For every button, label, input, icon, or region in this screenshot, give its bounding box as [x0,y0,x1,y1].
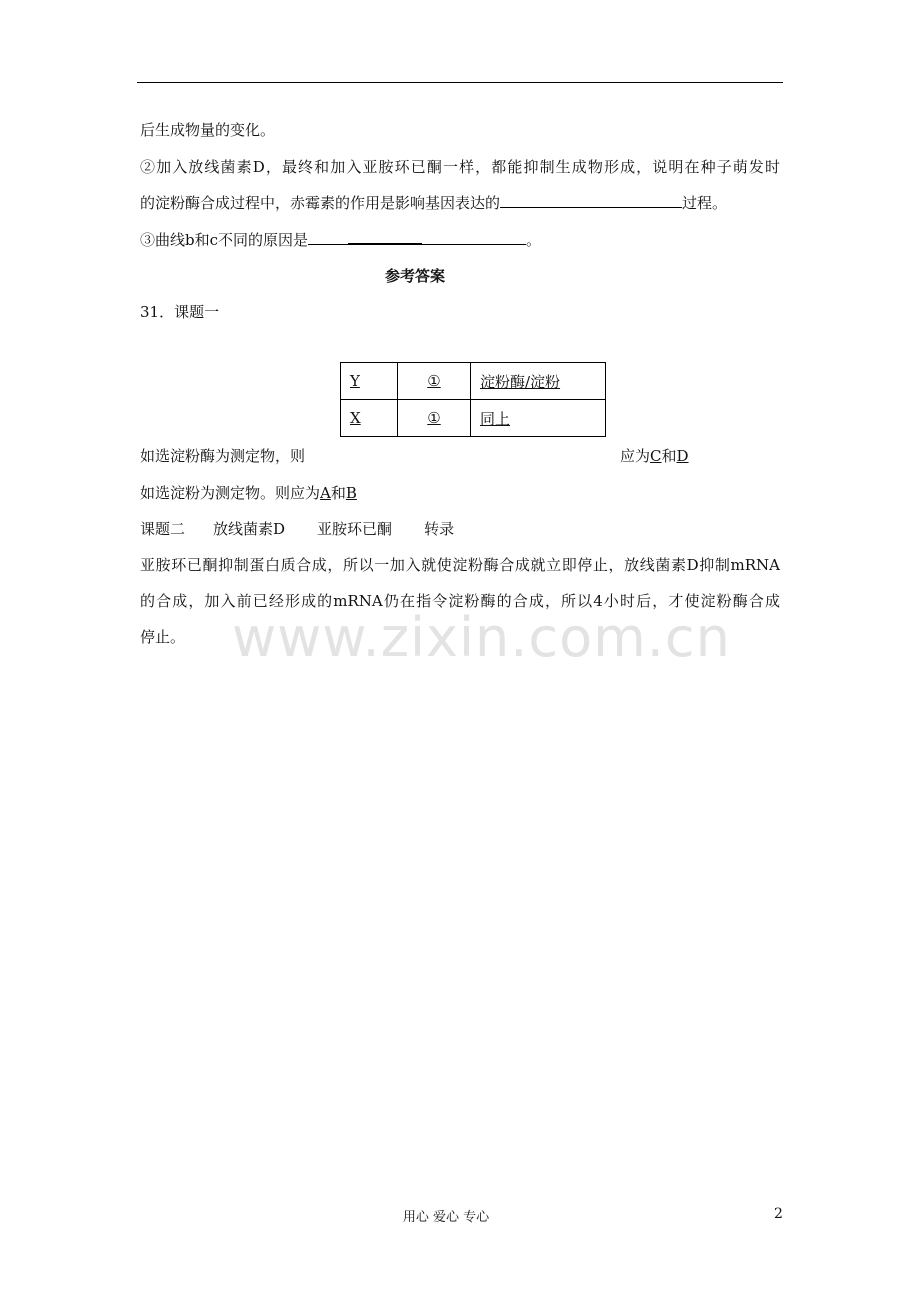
text-line-3-pre: 的淀粉酶合成过程中，赤霉素的作用是影响基因表达的 [140,194,501,212]
answer-line-2-pre: 如选淀粉为测定物。则应为 [140,484,321,502]
answer-d: D [676,447,689,465]
fill-blank-1 [500,193,682,208]
answer-line-1-mid: 应为 [620,447,651,465]
answer-table [340,362,606,437]
table-row [341,363,606,400]
text-line-1: 后生成物量的变化。 [140,121,276,139]
header-rule [137,82,783,83]
answer-c: C [650,447,662,465]
answer-line-2 [140,483,357,503]
table-cell: ① [398,400,471,437]
topic-2-item-c: 转录 [424,520,455,538]
fill-blank-2b [348,229,422,245]
text-line-3-post: 过程。 [682,194,728,212]
table-cell: ① [398,363,471,400]
fill-blank-2c [422,230,526,245]
question-31-label: 31．课题一 [140,303,220,321]
answer-b: B [345,484,357,502]
answer-line-1-pre: 如选淀粉酶为测定物，则 [140,447,306,465]
explanation-line-1: 亚胺环已酮抑制蛋白质合成，所以一加入就使淀粉酶合成就立即停止，放线菌素D抑制mRNA [140,556,780,574]
topic-2-item-a: 放线菌素D [213,520,286,538]
explanation-line-3: 停止。 [140,628,186,646]
topic-2-line [140,519,454,539]
answer-and: 和 [661,447,677,465]
answer-line-1 [140,446,305,466]
table-cell: X [341,400,398,437]
text-line-2: ②加入放线菌素D，最终和加入亚胺环已酮一样，都能抑制生成物形成，说明在种子萌发时 [140,158,780,176]
watermark: www.zixin.com.cn [232,606,731,669]
text-line-4-post: 。 [526,231,542,249]
answer-line-1-tail [620,446,689,466]
table-cell: 同上 [471,400,606,437]
topic-2-item-b: 亚胺环已酮 [317,520,393,538]
answer-and-2: 和 [330,484,346,502]
answer-title: 参考答案 [384,267,445,285]
fill-blank-2a [308,230,348,245]
explanation-line-2: 的合成，加入前已经形成的mRNA仍在指令淀粉酶的合成，所以4小时后，才使淀粉酶合成 [140,592,780,610]
answer-a: A [320,484,331,502]
table-row [341,400,606,437]
topic-2-label: 课题二 [140,520,186,538]
text-line-3 [140,193,727,213]
page-footer: 用心 爱心 专心 [402,1210,490,1225]
page-number: 2 [774,1206,783,1222]
text-line-4 [140,229,541,250]
table-cell: Y [341,363,398,400]
text-line-4-pre: ③曲线b和c不同的原因是 [140,231,309,249]
table-cell: 淀粉酶/淀粉 [471,363,606,400]
